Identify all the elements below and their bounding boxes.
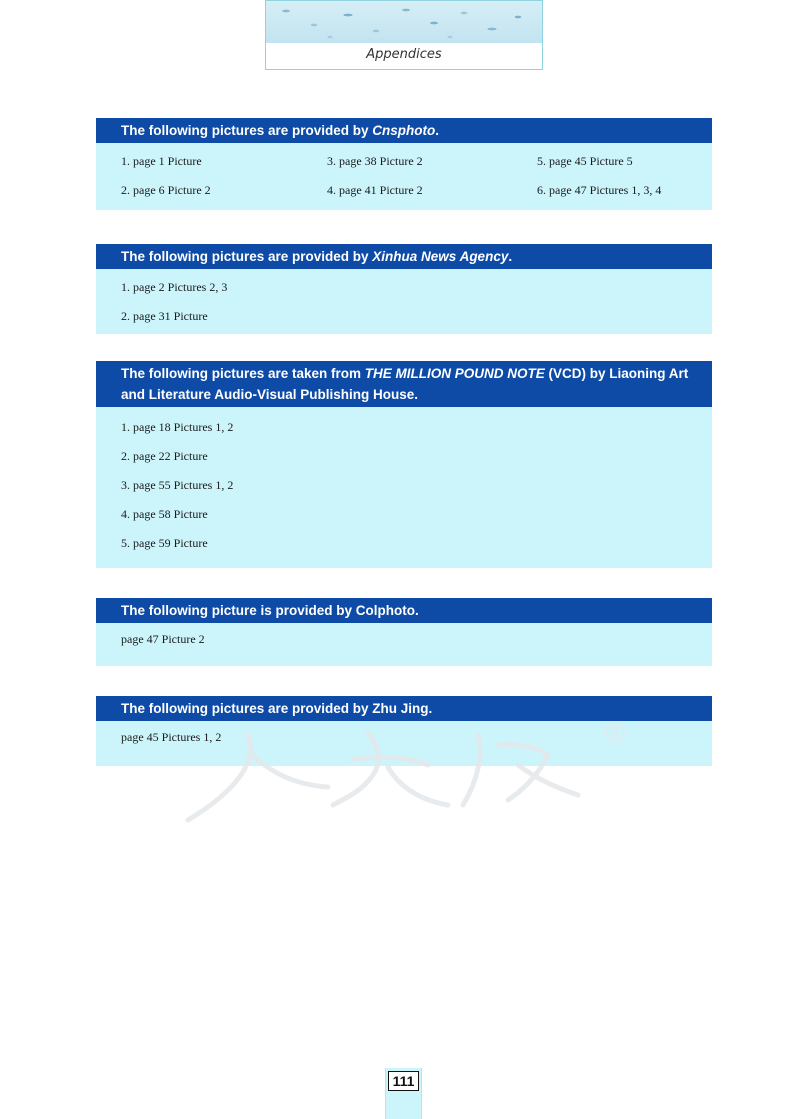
credit-item: 6. page 47 Pictures 1, 3, 4 [537,183,662,197]
credit-item: 3. page 55 Pictures 1, 2 [121,478,234,492]
credit-item: page 45 Pictures 1, 2 [121,730,222,744]
credit-item: 5. page 59 Picture [121,536,208,550]
credits-section-million-pound-note [96,361,712,568]
section-heading: The following pictures are provided by Cnsphoto. [96,118,712,143]
credit-item: 2. page 31 Picture [121,309,208,323]
source-name: THE MILLION POUND NOTE [364,366,545,381]
credit-item: 3. page 38 Picture 2 [327,154,423,168]
credit-item: 4. page 58 Picture [121,507,208,521]
credit-item: 1. page 2 Pictures 2, 3 [121,280,228,294]
credits-section-zhu-jing [96,696,712,766]
credit-item: 5. page 45 Picture 5 [537,154,633,168]
credits-section-colphoto [96,598,712,666]
credit-item: 4. page 41 Picture 2 [327,183,423,197]
header-title: Appendices [366,47,442,62]
credit-item: 1. page 1 Picture [121,154,202,168]
credit-item: page 47 Picture 2 [121,632,205,646]
section-body [96,721,712,752]
credits-section-cnsphoto [96,118,712,210]
section-body [96,143,712,205]
section-body [96,623,712,654]
source-name: Xinhua News Agency [372,249,509,264]
section-heading: The following picture is provided by Colphoto. [96,598,712,623]
section-body [96,407,712,558]
source-name: Cnsphoto [372,123,436,138]
section-body [96,269,712,331]
header-banner [265,0,543,70]
credit-item: 2. page 6 Picture 2 [121,183,211,197]
section-heading: The following pictures are provided by Xinhua News Agency. [96,244,712,269]
credits-section-xinhua [96,244,712,334]
credit-item: 2. page 22 Picture [121,449,208,463]
section-heading: The following pictures are provided by Zhu Jing. [96,696,712,721]
header-decorative-pattern [266,1,542,43]
credit-item: 1. page 18 Pictures 1, 2 [121,420,234,434]
section-heading: The following pictures are taken from THE MILLION POUND NOTE (VCD) by Liaoning Art and Literature Audio-Visual Publishing House. [96,361,712,407]
page-number: 111 [388,1071,419,1091]
